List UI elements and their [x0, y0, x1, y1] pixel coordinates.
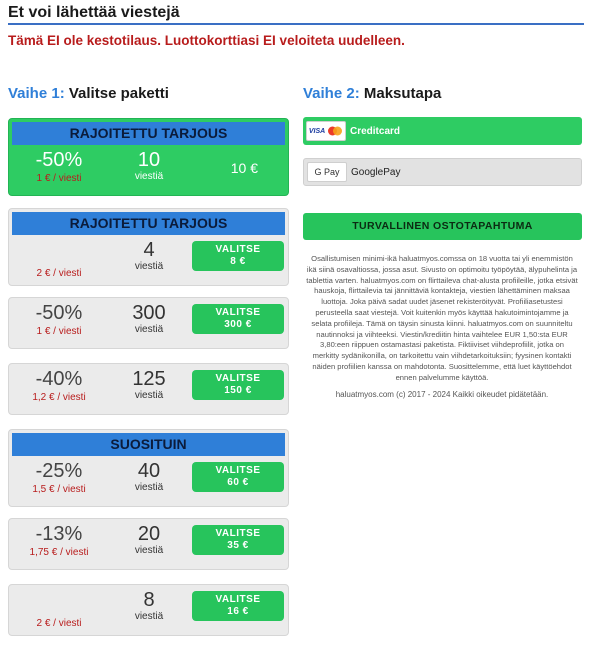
page-header-title: Et voi lähettää viestejä — [8, 4, 180, 21]
package-message-count — [109, 149, 189, 183]
mastercard-icon — [327, 126, 343, 136]
step1-title — [8, 85, 169, 102]
package-discount — [9, 368, 109, 404]
discount-percent: -40% — [35, 368, 83, 390]
message-count-unit: viestiä — [134, 261, 164, 272]
package-discount — [9, 523, 109, 559]
discount-percent — [9, 589, 109, 611]
select-package-button[interactable] — [192, 462, 284, 492]
select-button-price: 35 € — [227, 540, 249, 551]
discount-percent: -25% — [35, 460, 83, 482]
package-discount — [9, 302, 109, 338]
package-message-count — [109, 239, 189, 273]
message-count-value: 125 — [132, 368, 166, 390]
creditcard-payment-button[interactable] — [303, 117, 582, 145]
discount-percent — [9, 239, 109, 261]
select-button-label: VALITSE — [215, 528, 261, 539]
price-per-message: 1,2 € / viesti — [32, 392, 86, 403]
package-discount — [9, 149, 109, 185]
select-button-label: VALITSE — [215, 244, 261, 255]
discount-percent: -50% — [35, 302, 83, 324]
subscription-warning: Tämä EI ole kestotilaus. Luottokorttiasi EI veloiteta uudelleen. — [8, 33, 405, 48]
message-count-value: 20 — [137, 523, 161, 545]
package-banner: SUOSITUIN — [12, 433, 285, 456]
message-count-value: 4 — [143, 239, 155, 261]
discount-percent: -13% — [35, 523, 83, 545]
package-card-popular[interactable] — [8, 429, 289, 507]
package-message-count — [109, 460, 189, 494]
package-message-count — [109, 368, 189, 402]
creditcard-label: Creditcard — [350, 125, 401, 137]
package-card-selected[interactable] — [8, 118, 289, 196]
message-count-unit: viestiä — [134, 545, 164, 556]
price-per-message: 1,75 € / viesti — [29, 547, 89, 558]
package-message-count — [109, 302, 189, 336]
discount-percent: -50% — [35, 149, 83, 171]
message-count-value: 40 — [137, 460, 161, 482]
price-per-message: 2 € / viesti — [36, 618, 82, 629]
package-discount — [9, 239, 109, 280]
message-count-value: 300 — [132, 302, 166, 324]
header-divider — [8, 23, 584, 25]
message-count-value: 10 — [137, 149, 161, 171]
select-button-label: VALITSE — [215, 465, 261, 476]
select-button-price: 150 € — [224, 385, 252, 396]
googlepay-label: GooglePay — [351, 166, 401, 178]
select-package-button[interactable] — [192, 525, 284, 555]
message-count-unit: viestiä — [134, 482, 164, 493]
visa-mastercard-icon — [306, 121, 346, 141]
price-per-message: 1 € / viesti — [36, 173, 82, 184]
package-banner: RAJOITETTU TARJOUS — [12, 212, 285, 235]
price-per-message: 2 € / viesti — [36, 268, 82, 279]
select-button-price: 8 € — [230, 256, 246, 267]
google-pay-icon — [307, 162, 347, 182]
select-button-label: VALITSE — [215, 307, 261, 318]
select-package-button[interactable] — [192, 591, 284, 621]
message-count-unit: viestiä — [134, 390, 164, 401]
step2-title — [303, 85, 441, 102]
select-button-price: 16 € — [227, 606, 249, 617]
select-button-price: 300 € — [224, 319, 252, 330]
package-banner: RAJOITETTU TARJOUS — [12, 122, 285, 145]
package-message-count — [109, 523, 189, 557]
visa-mark: VISA — [308, 127, 326, 135]
select-package-button[interactable] — [192, 241, 284, 271]
package-card[interactable] — [8, 363, 289, 415]
package-discount — [9, 589, 109, 630]
select-button-price: 60 € — [227, 477, 249, 488]
package-price: 10 € — [230, 160, 258, 176]
step2-number: Vaihe 2: — [303, 85, 360, 102]
select-package-button[interactable] — [192, 304, 284, 334]
price-per-message: 1 € / viesti — [36, 326, 82, 337]
copyright-notice: haluatmyos.com (c) 2017 - 2024 Kaikki oikeudet pidätetään. — [335, 390, 549, 399]
message-count-unit: viestiä — [134, 171, 164, 182]
message-count-value: 8 — [143, 589, 155, 611]
message-count-unit: viestiä — [134, 324, 164, 335]
step1-number: Vaihe 1: — [8, 85, 65, 102]
package-card[interactable] — [8, 297, 289, 349]
message-count-unit: viestiä — [134, 611, 164, 622]
package-card[interactable] — [8, 208, 289, 286]
price-per-message: 1,5 € / viesti — [32, 484, 86, 495]
select-button-label: VALITSE — [215, 373, 261, 384]
package-discount — [9, 460, 109, 496]
package-card[interactable] — [8, 518, 289, 570]
package-card[interactable] — [8, 584, 289, 636]
step2-label: Maksutapa — [363, 85, 442, 102]
legal-disclaimer: Osallistumisen minimi-ikä haluatmyos.comssa on 18 vuotta tai yli enemmistön ikä siinä osavaltiossa, jossa asut. Sivusto on optimoitu työpöytää, älypuhelinta ja tablettia varten. haluatmyos.com on flirttaileva chat-alusta profiileille, jotka etsivät hauskoja, flirttailevia tai jännittäviä kontakteja, viestien lähettäminen maksaa luottoja. Joka päivä sadat uudet jäsenet rekisteröityvät. Profiiliasetustesi perusteella saat viestejä. Voit kuitenkin myös käyttää hakutoimintojamme ja selata profiileja. Tämä on täysin sinusta kiinni. haluatmyos.com on suunniteltu nautinnoksi ja viihteeksi. Viestin/krediitin hinta vaihtelee EUR 1,50:sta EUR 3,80:een riippuen ostamastasi paketista. Fiktiiviset viihdeprofiilit, jotka on merkitty sydänikonilla, on tarkoitettu vain viihdetarkoituksiin; fyysinen kontakti näiden profiilien kanssa on mahdotonta. Suosittelemme, että luet käyttöehdot ennen palvelumme käyttöä. — [306, 254, 578, 382]
select-package-button[interactable] — [192, 370, 284, 400]
select-button-label: VALITSE — [215, 594, 261, 605]
step1-label: Valitse paketti — [68, 85, 169, 102]
googlepay-payment-button[interactable] — [303, 158, 582, 186]
package-message-count — [109, 589, 189, 623]
secure-checkout-button[interactable]: TURVALLINEN OSTOTAPAHTUMA — [303, 213, 582, 240]
gpay-mark: G Pay — [314, 167, 340, 177]
